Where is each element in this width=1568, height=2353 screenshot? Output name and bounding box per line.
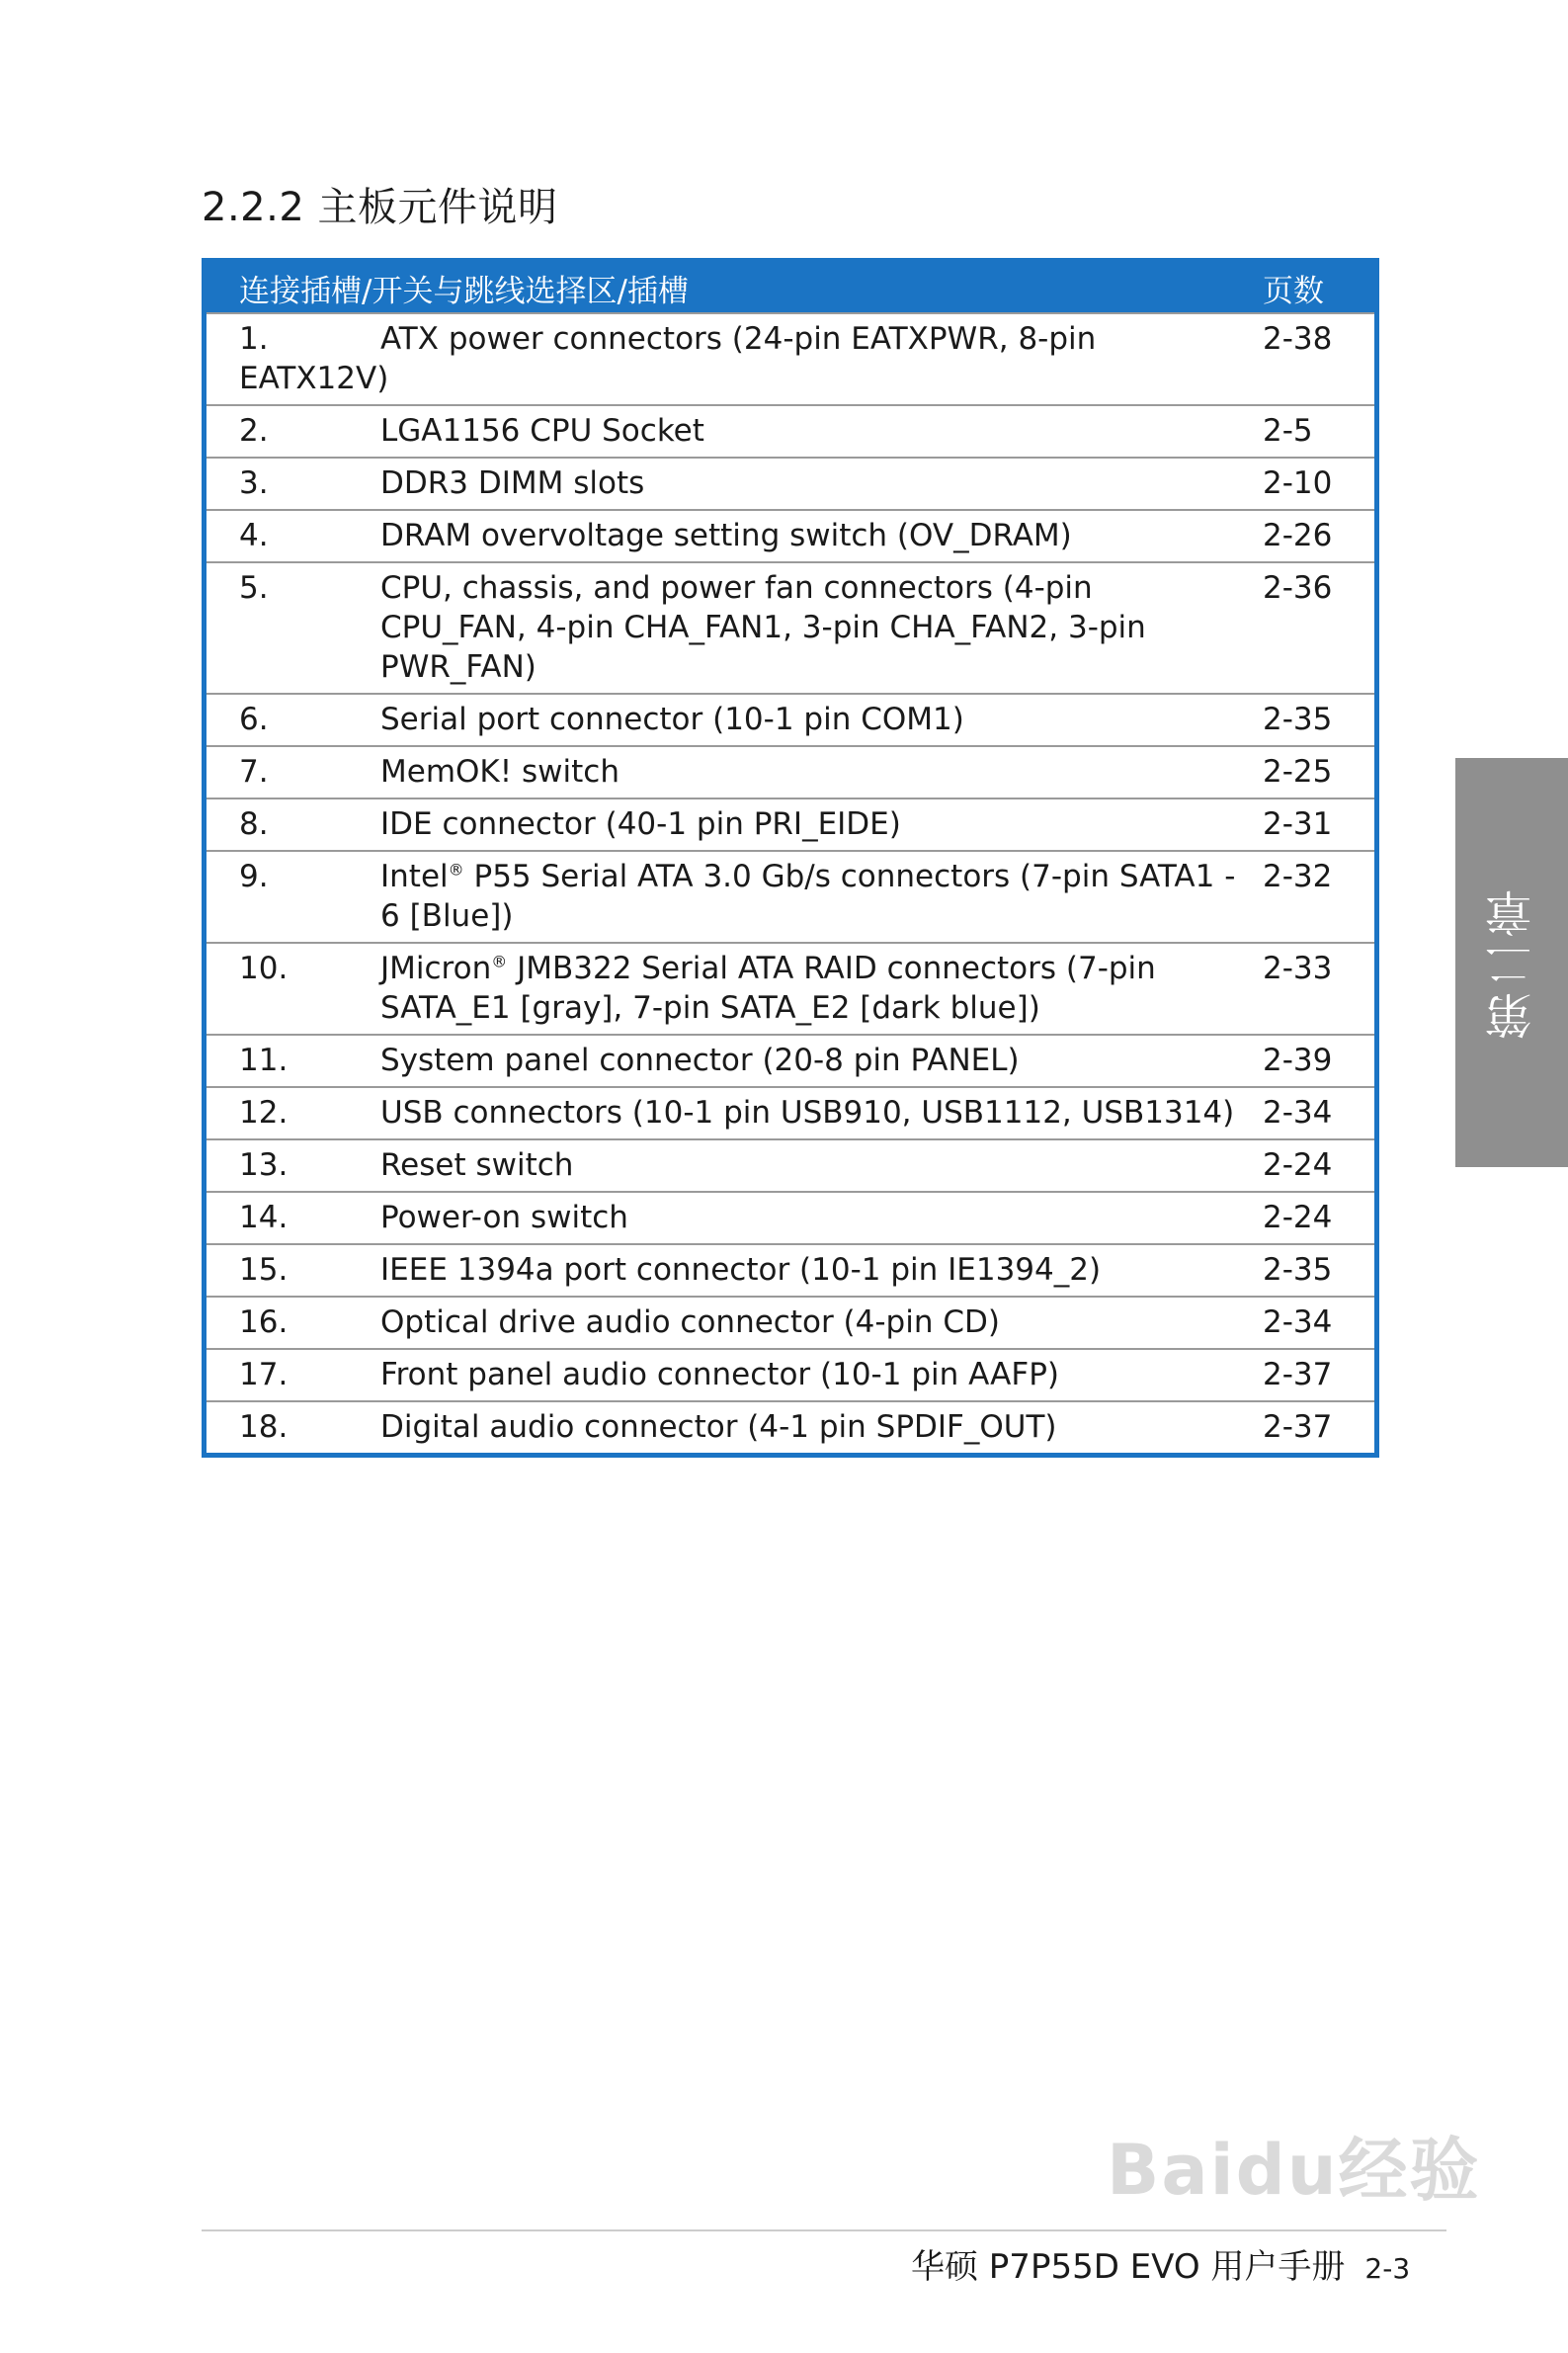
row-page: 2-36 — [1263, 570, 1333, 606]
row-number: 13. — [239, 1147, 289, 1183]
row-page: 2-34 — [1263, 1095, 1333, 1131]
page-number: 2-3 — [1364, 2252, 1411, 2285]
table-row — [206, 798, 1374, 850]
row-number: 16. — [239, 1304, 289, 1340]
row-number: 14. — [239, 1200, 289, 1235]
row-text: Digital audio connector (4-1 pin SPDIF_OUT) — [380, 1409, 1057, 1445]
row-text: Front panel audio connector (10-1 pin AAFP) — [380, 1357, 1060, 1392]
row-number: 11. — [239, 1043, 289, 1078]
row-number: 1. — [239, 321, 269, 357]
table-row — [206, 850, 1374, 942]
table-row — [206, 509, 1374, 561]
row-number: 10. — [239, 951, 289, 986]
row-page: 2-37 — [1263, 1409, 1333, 1445]
row-number: 9. — [239, 859, 269, 894]
table-row — [206, 745, 1374, 798]
row-text: IDE connector (40-1 pin PRI_EIDE) — [380, 806, 901, 842]
chapter-tab-label: 第二章 — [1484, 885, 1540, 1040]
row-page: 2-26 — [1263, 518, 1333, 553]
header-page-label: 页数 — [1263, 273, 1324, 309]
table-row — [206, 1086, 1374, 1138]
row-page: 2-32 — [1263, 859, 1333, 894]
row-page: 2-31 — [1263, 806, 1333, 842]
row-page: 2-24 — [1263, 1147, 1333, 1183]
chapter-tab — [1455, 758, 1568, 1167]
row-text: ATX power connectors (24-pin EATXPWR, 8-pin EATX12V) — [239, 321, 1097, 396]
table-row — [206, 1138, 1374, 1191]
table-row — [206, 404, 1374, 457]
row-text: LGA1156 CPU Socket — [380, 413, 704, 449]
footer-divider — [202, 2229, 1446, 2231]
row-number: 8. — [239, 806, 269, 842]
row-number: 2. — [239, 413, 269, 449]
row-text: USB connectors (10-1 pin USB910, USB1112, USB1314) — [380, 1095, 1235, 1131]
table-row — [206, 693, 1374, 745]
row-page: 2-25 — [1263, 754, 1333, 790]
page-footer — [911, 2239, 1410, 2288]
registered-mark: ® — [491, 952, 508, 971]
header-item-label: 连接插槽/开关与跳线选择区/插槽 — [239, 273, 689, 309]
row-page: 2-34 — [1263, 1304, 1333, 1340]
component-table — [202, 258, 1379, 1458]
table-row — [206, 942, 1374, 1034]
brand-name: Intel — [380, 859, 449, 894]
table-row — [206, 1034, 1374, 1086]
row-number: 7. — [239, 754, 269, 790]
table-row — [206, 1191, 1374, 1243]
row-page: 2-35 — [1263, 1252, 1333, 1288]
row-text: DRAM overvoltage setting switch (OV_DRAM) — [380, 518, 1072, 553]
row-page: 2-24 — [1263, 1200, 1333, 1235]
table-row — [206, 1243, 1374, 1296]
row-page: 2-37 — [1263, 1357, 1333, 1392]
row-number: 3. — [239, 465, 269, 501]
row-text: JMB322 Serial ATA RAID connectors (7-pin SATA_E1 [gray], 7-pin SATA_E2 [dark blue]) — [380, 951, 1156, 1026]
table-header — [206, 263, 1374, 312]
table-row — [206, 561, 1374, 693]
row-number: 5. — [239, 570, 269, 606]
row-text: Optical drive audio connector (4-pin CD) — [380, 1304, 1000, 1340]
row-number: 12. — [239, 1095, 289, 1131]
row-page: 2-33 — [1263, 951, 1333, 986]
row-number: 15. — [239, 1252, 289, 1288]
row-page: 2-35 — [1263, 702, 1333, 737]
watermark: Baidu经验 — [1107, 2130, 1481, 2211]
row-text: IEEE 1394a port connector (10-1 pin IE1394_2) — [380, 1252, 1102, 1288]
table-row — [206, 1400, 1374, 1453]
row-page: 2-5 — [1263, 413, 1313, 449]
row-text: MemOK! switch — [380, 754, 619, 790]
row-text: Reset switch — [380, 1147, 574, 1183]
row-text: P55 Serial ATA 3.0 Gb/s connectors (7-pin SATA1 - 6 [Blue]) — [380, 859, 1236, 934]
row-number: 6. — [239, 702, 269, 737]
row-page: 2-39 — [1263, 1043, 1333, 1078]
row-text: Serial port connector (10-1 pin COM1) — [380, 702, 964, 737]
row-text: Power-on switch — [380, 1200, 628, 1235]
brand-name: JMicron — [380, 951, 492, 986]
row-number: 18. — [239, 1409, 289, 1445]
table-row — [206, 1348, 1374, 1400]
row-page: 2-38 — [1263, 321, 1333, 357]
row-number: 17. — [239, 1357, 289, 1392]
table-row — [206, 457, 1374, 509]
row-text: DDR3 DIMM slots — [380, 465, 645, 501]
section-title: 2.2.2 主板元件说明 — [202, 185, 558, 230]
row-text: CPU, chassis, and power fan connectors (4-pin CPU_FAN, 4-pin CHA_FAN1, 3-pin CHA_FAN2, 3-pin PWR_FAN) — [380, 570, 1146, 685]
row-page: 2-10 — [1263, 465, 1333, 501]
table-row — [206, 312, 1374, 404]
registered-mark: ® — [448, 860, 464, 880]
table-row — [206, 1296, 1374, 1348]
row-text: System panel connector (20-8 pin PANEL) — [380, 1043, 1020, 1078]
row-number: 4. — [239, 518, 269, 553]
footer-title: 华硕 P7P55D EVO 用户手册 — [911, 2247, 1346, 2287]
